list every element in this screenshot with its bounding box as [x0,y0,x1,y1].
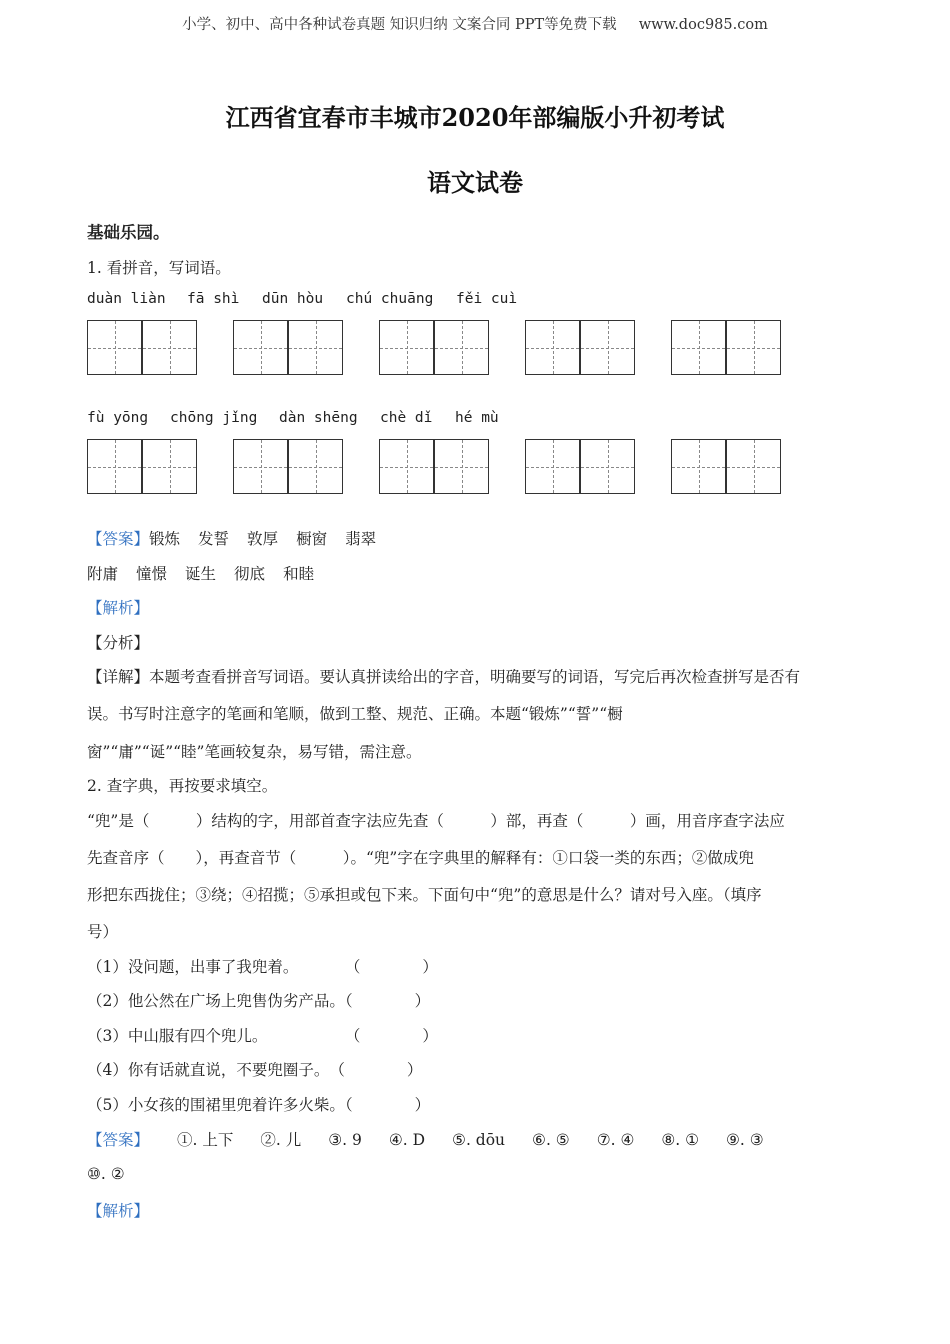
writing-box [434,439,489,494]
answer-word: 彻底 [234,565,266,583]
answer-item: ⑦. ④ [596,1131,635,1149]
q2-para-line1: “兜”是（ ）结构的字，用部首查字法应先查（ ）部，再查（ ）画，用音序查字法应 [87,812,785,830]
answer-word: 附庸 [87,565,119,583]
pinyin-6: fù yōng [87,410,149,426]
answer-label: 【答案】 [87,530,150,548]
answer-item: ⑧. ① [661,1131,700,1149]
writing-box [233,320,288,375]
q1-detail-line2: 误。书写时注意字的笔画和笔顺，做到工整、规范、正确。本题“锻炼”“誓”“橱 [87,705,623,723]
page-subtitle: 语文试卷 [427,168,523,197]
q2-item-3: （3）中山服有四个兜儿。 （ ） [87,1027,438,1045]
header-text: 小学、初中、高中各种试卷真题 知识归纳 文案合同 PPT等免费下载 [182,17,617,33]
answer-item: ⑨. ③ [726,1131,764,1149]
pinyin-9: chè dǐ [380,410,433,426]
writing-box [379,320,434,375]
answer-word: 敦厚 [247,530,279,548]
q2-item-5: （5）小女孩的围裙里兜着许多火柴。（ ） [87,1096,431,1114]
q1-answer-row2 [87,562,314,584]
writing-box [580,320,635,375]
q2-item-1: （1）没问题，出事了我兜着。 （ ） [87,958,438,976]
q1-detail-line3: 窗”“庸”“诞”“睦”笔画较复杂，易写错，需注意。 [87,743,422,761]
pinyin-7: chōng jǐng [170,410,258,426]
writing-box [142,320,197,375]
q2-para-line3: 形把东西拢住；③绕；④招揽；⑤承担或包下来。下面句中“兜”的意思是什么？请对号入座。（填序 [87,886,762,904]
q2-answer-last: ⑩. ② [87,1165,125,1183]
q1-answer-row1 [87,527,376,549]
q2-para-line4: 号） [87,923,119,941]
section-heading: 基础乐园。 [87,223,170,242]
answer-word: 翡翠 [345,530,377,548]
writing-box [726,320,781,375]
page-header [0,13,950,34]
page-title: 江西省宜春市丰城市2020年部编版小升初考试 [225,103,725,132]
answer-item: ③. 9 [328,1131,362,1149]
answer-word: 诞生 [185,565,217,583]
writing-box [87,320,142,375]
writing-box [288,439,343,494]
q1-analysis-label: 【解析】 [87,599,150,617]
writing-box [671,439,726,494]
writing-box [379,439,434,494]
pinyin-5: fěi cuì [456,291,518,307]
writing-box [726,439,781,494]
q2-item-2: （2）他公然在广场上兜售伪劣产品。（ ） [87,992,431,1010]
header-site-link[interactable]: www.doc985.com [638,17,768,33]
q2-analysis-label: 【解析】 [87,1202,150,1220]
q2-answer-row [87,1128,764,1150]
writing-box [580,439,635,494]
q1-fenxi-label: 【分析】 [87,634,150,652]
pinyin-3: dūn hòu [262,291,324,307]
writing-box [288,320,343,375]
answer-item: ①. 上下 [177,1131,234,1149]
answer-item: ④. D [388,1131,426,1149]
answer-word: 憧憬 [136,565,168,583]
answer-word: 锻炼 [149,530,181,548]
writing-box [434,320,489,375]
writing-box [525,439,580,494]
answer-word: 橱窗 [296,530,328,548]
q2-stem: 2. 查字典，再按要求填空。 [87,777,278,795]
q2-para-line2: 先查音序（ ），再查音节（ ）。“兜”字在字典里的解释有：①口袋一类的东西；②做成兜 [87,849,754,867]
pinyin-4: chú chuāng [346,291,434,307]
writing-box [233,439,288,494]
answer-item: ②. 儿 [260,1131,302,1149]
answer-word: 发誓 [198,530,230,548]
answer-word: 和睦 [283,565,315,583]
writing-box [87,439,142,494]
pinyin-10: hé mù [455,410,499,426]
writing-box [671,320,726,375]
answer-label: 【答案】 [87,1131,150,1149]
answer-item: ⑥. ⑤ [532,1131,570,1149]
answer-item: ⑤. dōu [452,1131,506,1149]
pinyin-8: dàn shēng [279,410,358,426]
writing-box [525,320,580,375]
pinyin-1: duàn liàn [87,291,166,307]
writing-box [142,439,197,494]
pinyin-2: fā shì [187,291,240,307]
q1-stem: 1. 看拼音，写词语。 [87,259,231,277]
q1-detail-line1: 【详解】本题考查看拼音写词语。要认真拼读给出的字音，明确要写的词语，写完后再次检查拼写是否有 [87,668,801,686]
q2-item-4: （4）你有话就直说，不要兜圈子。 （ ） [87,1061,423,1079]
